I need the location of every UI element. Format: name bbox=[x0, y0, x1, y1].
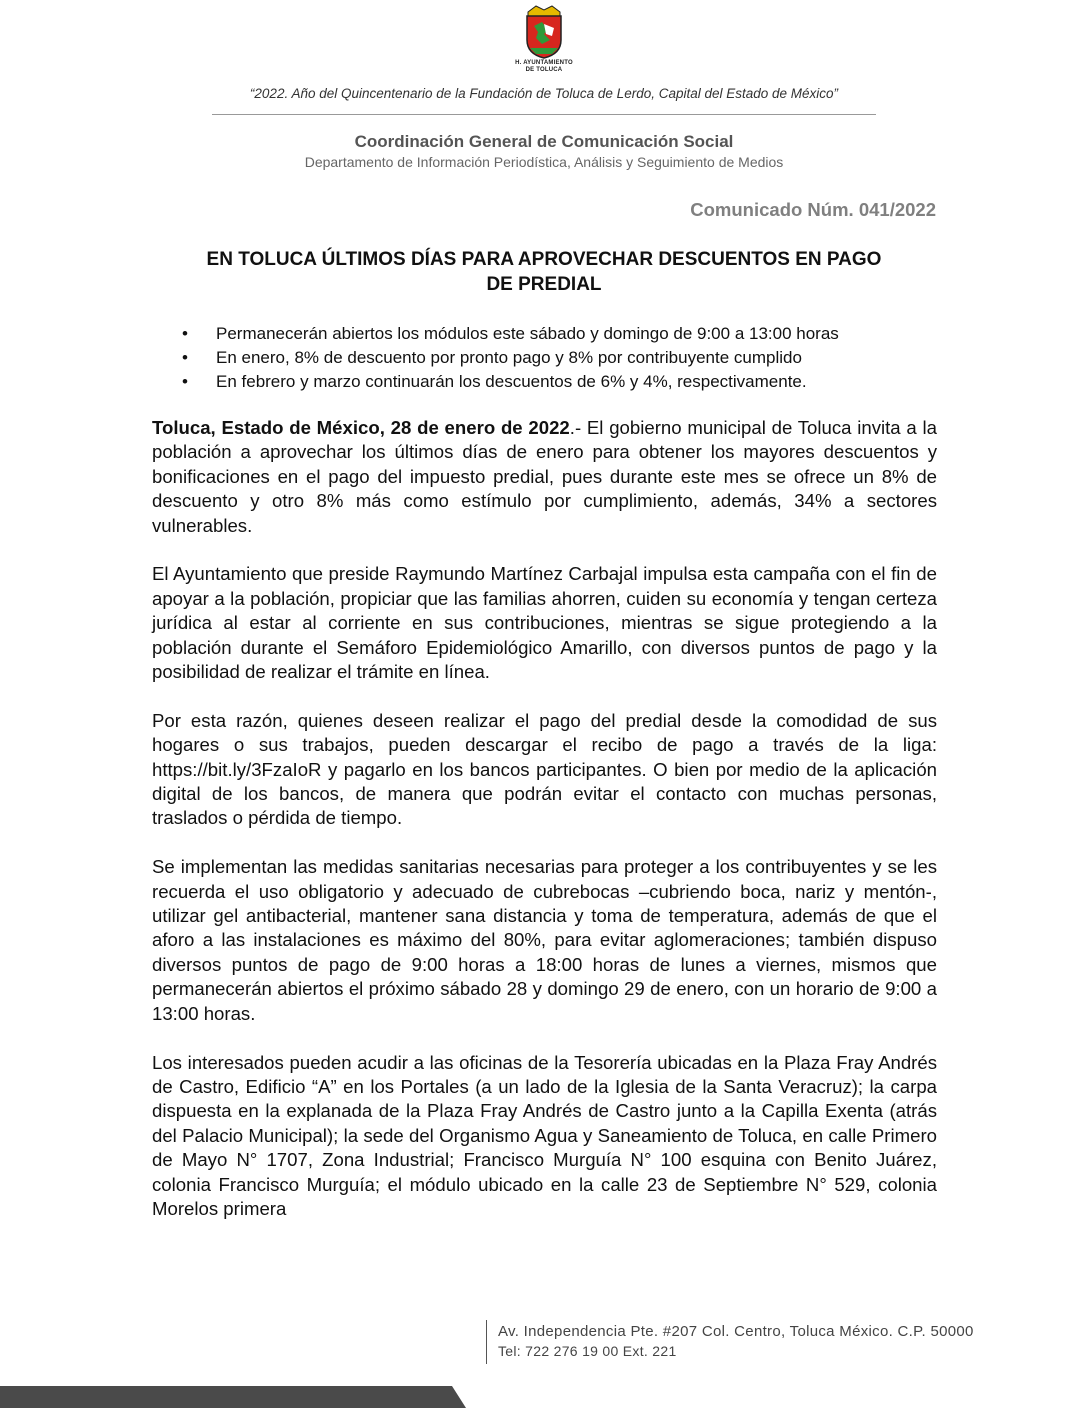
bullet-item bbox=[152, 322, 952, 346]
bullet-item bbox=[152, 370, 952, 394]
footer-band bbox=[0, 1386, 1088, 1408]
headline-line2: DE PREDIAL bbox=[486, 274, 602, 295]
header-divider bbox=[212, 114, 876, 115]
bullet-dot-icon: • bbox=[182, 324, 188, 343]
bullet-text: Permanecerán abiertos los módulos este sábado y domingo de 9:00 a 13:00 horas bbox=[216, 324, 839, 343]
headline-line1: EN TOLUCA ÚLTIMOS DÍAS PARA APROVECHAR DESCUENTOS EN PAGO bbox=[206, 249, 882, 270]
headline bbox=[152, 247, 936, 297]
paragraph-1-text: .- El gobierno municipal de Toluca invita a la población a aprovechar los últimos días de enero para obtener los mayores descuentos y bonificaciones en el pago del impuesto predial, pues durante este mes se ofrece un 8% de descuento y otro 8% más como estímulo por cumplimiento, además, 34% a sectores vulnerables. bbox=[152, 417, 937, 536]
coat-of-arms-icon bbox=[522, 4, 566, 60]
footer-divider bbox=[486, 1320, 487, 1364]
bullet-text: En enero, 8% de descuento por pronto pago y 8% por contribuyente cumplido bbox=[216, 348, 802, 367]
toluca-logo bbox=[500, 4, 588, 86]
paragraph-4: Se implementan las medidas sanitarias necesarias para proteger a los contribuyentes y se les recuerda el uso obligatorio y adecuado de cubrebocas –cubriendo boca, nariz y mentón-, utilizar gel antibacterial, mantener sana distancia y toma de temperatura, además de que el aforo a las instalaciones es máximo del 80%, para evitar aglomeraciones; también dispuso diversos puntos de pago de 9:00 horas a 18:00 horas de lunes a viernes, mismos que permanecerán abiertos el próximo sábado 28 y domingo 29 de enero, con un horario de 9:00 a 13:00 horas. bbox=[152, 856, 937, 1024]
comunicado-number: Comunicado Núm. 041/2022 bbox=[690, 199, 936, 220]
paragraph-1 bbox=[152, 416, 937, 538]
dateline: Toluca, Estado de México, 28 de enero de 2022 bbox=[152, 417, 570, 438]
bullet-text: En febrero y marzo continuarán los descuentos de 6% y 4%, respectivamente. bbox=[216, 372, 807, 391]
paragraph-3: Por esta razón, quienes deseen realizar el pago del predial desde la comodidad de sus hogares o sus trabajos, pueden descargar el recibo de pago a través de la liga: https://bit.ly/3FzaIoR y pagarlo en los bancos participantes. O bien por medio de la aplicación digital de los bancos, de manera que podrán evitar el contacto con muchas personas, traslados o pérdida de tiempo. bbox=[152, 709, 937, 829]
department-subtitle: Departamento de Información Periodística, Análisis y Seguimiento de Medios bbox=[304, 154, 784, 170]
bullet-dot-icon: • bbox=[182, 372, 188, 391]
paragraph-2: El Ayuntamiento que preside Raymundo Martínez Carbajal impulsa esta campaña con el fin de apoyar a la población, propiciar que las familias ahorren, cuiden su economía y tengan certeza jurídica al estar al corriente en sus contribuciones, mientras se sigue protegiendo a la población durante el Semáforo Epidemiológico Amarillo, con diversos puntos de pago y la posibilidad de realizar el trámite en línea. bbox=[152, 563, 937, 683]
bullet-item bbox=[152, 346, 952, 370]
logo-caption-line1: H. AYUNTAMIENTO bbox=[515, 60, 573, 66]
footer-phone: Tel: 722 276 19 00 Ext. 221 bbox=[498, 1343, 677, 1359]
department-title: Coordinación General de Comunicación Social bbox=[354, 132, 734, 151]
paragraph-5: Los interesados pueden acudir a las oficinas de la Tesorería ubicadas en la Plaza Fray Andrés de Castro, Edificio “A” en los Portales (a un lado de la Iglesia de la Santa Veracruz); la carpa dispuesta en la explanada de la Plaza Fray Andrés de Castro junto a la Capilla Exenta (atrás del Palacio Municipal); la sede del Organismo Agua y Saneamiento de Toluca, en calle Primero de Mayo N° 1707, Zona Industrial; Francisco Murguía N° 100 esquina con Benito Juárez, colonia Francisco Murguía; el módulo ubicado en la calle 23 de Septiembre N° 529, colonia Morelos primera bbox=[152, 1051, 937, 1219]
press-release-body bbox=[152, 416, 937, 1246]
footer-address: Av. Independencia Pte. #207 Col. Centro, Toluca México. C.P. 50000 bbox=[498, 1323, 974, 1340]
year-motto: “2022. Año del Quincentenario de la Fundación de Toluca de Lerdo, Capital del Estado de México” bbox=[249, 86, 839, 101]
bullet-dot-icon: • bbox=[182, 348, 188, 367]
summary-bullets bbox=[152, 322, 952, 394]
logo-caption-line2: DE TOLUCA bbox=[525, 67, 563, 73]
